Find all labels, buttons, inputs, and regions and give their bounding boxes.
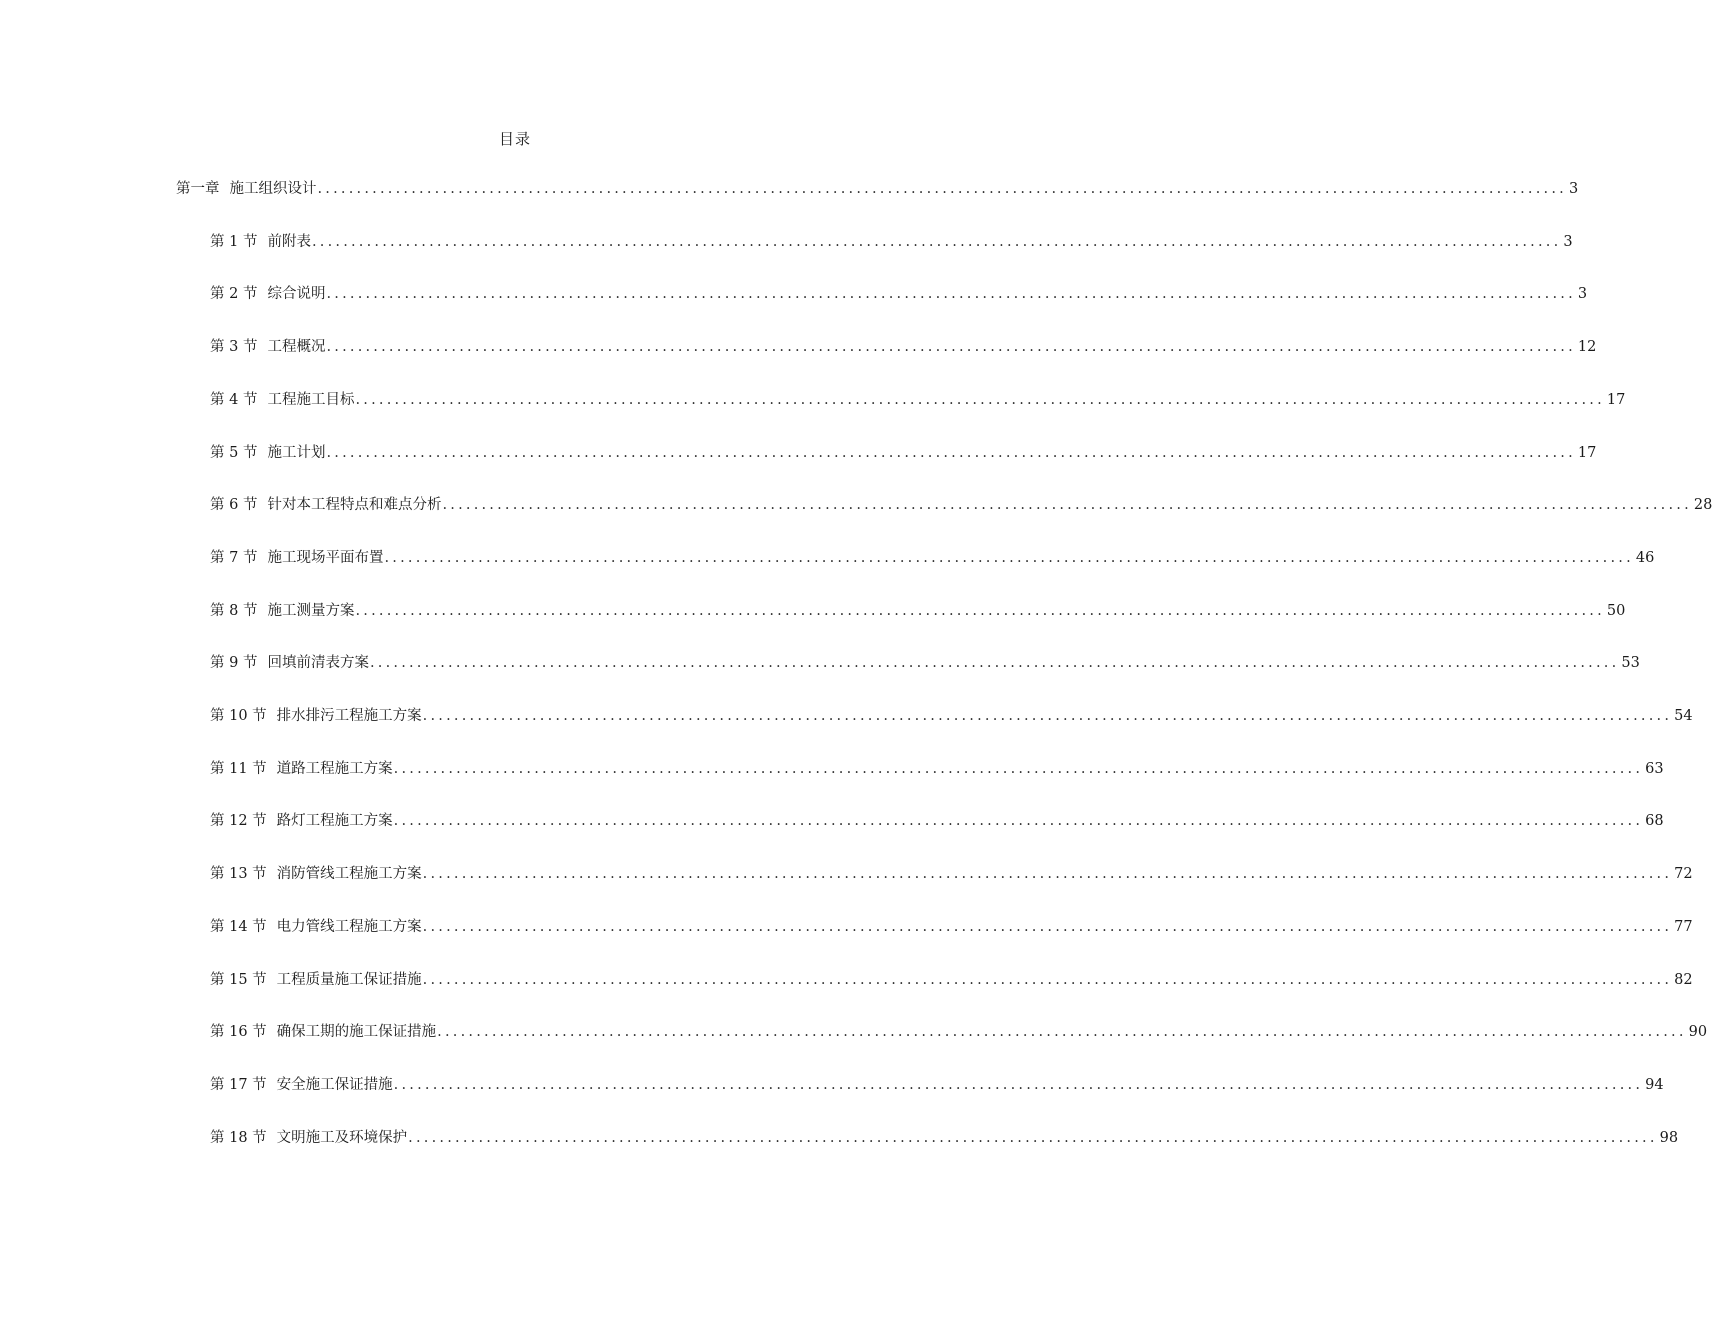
toc-entry[interactable] [210, 705, 1693, 727]
toc-entry-number: 第 7 节 [210, 550, 258, 566]
toc-entry[interactable] [210, 231, 1573, 253]
toc-entry[interactable] [210, 547, 1655, 569]
toc-dot-leader: ................................................................................................................................................................ [437, 1024, 1687, 1040]
toc-entry[interactable] [210, 1021, 1708, 1043]
toc-entry-number: 第 18 节 [210, 1130, 267, 1146]
toc-dot-leader: ................................................................................................................................................................ [422, 708, 1673, 724]
toc-entry-label [210, 283, 325, 305]
toc-entry-label [210, 1074, 393, 1096]
toc-entry-label [176, 178, 317, 200]
toc-entry-title: 安全施工保证措施 [276, 1077, 393, 1093]
toc-entry[interactable] [210, 600, 1626, 622]
toc-entry-label [210, 969, 422, 991]
toc-entry-number: 第 2 节 [210, 286, 258, 302]
toc-page-number: 54 [1674, 708, 1693, 724]
toc-dot-leader: ................................................................................................................................................................ [408, 1130, 1658, 1146]
toc-entry[interactable] [210, 969, 1693, 991]
toc-dot-leader: ................................................................................................................................................................ [393, 1077, 1644, 1093]
toc-dot-leader: ................................................................................................................................................................ [326, 339, 1576, 355]
toc-entry-title: 工程施工目标 [267, 392, 355, 408]
toc-entry-title: 前附表 [267, 234, 311, 250]
toc-entry-label [210, 1127, 407, 1149]
toc-entry-label [210, 336, 325, 358]
toc-page-number: 77 [1674, 919, 1693, 935]
toc-entry-label [210, 652, 369, 674]
toc-entry[interactable] [210, 336, 1597, 358]
toc-entry-number: 第 10 节 [210, 708, 267, 724]
toc-entry-title: 工程概况 [267, 339, 326, 355]
toc-entry[interactable] [210, 283, 1588, 305]
toc-entry-number: 第 16 节 [210, 1024, 267, 1040]
toc-page-number: 94 [1645, 1077, 1664, 1093]
toc-entry-number: 第 15 节 [210, 972, 267, 988]
toc-entry-number: 第 17 节 [210, 1077, 267, 1093]
toc-heading: 目录 [498, 130, 531, 148]
toc-entry[interactable] [176, 178, 1579, 200]
toc-entry-title: 施工计划 [267, 445, 326, 461]
toc-dot-leader: ................................................................................................................................................................ [317, 181, 1567, 197]
toc-dot-leader: ................................................................................................................................................................ [355, 392, 1605, 408]
toc-entry[interactable] [210, 389, 1626, 411]
toc-page-number: 3 [1577, 286, 1588, 302]
toc-entry-label [210, 863, 422, 885]
toc-entry-title: 确保工期的施工保证措施 [276, 1024, 437, 1040]
toc-entry[interactable] [210, 810, 1664, 832]
toc-entry[interactable] [210, 863, 1693, 885]
toc-dot-leader: ................................................................................................................................................................ [422, 919, 1673, 935]
toc-entry[interactable] [210, 1074, 1664, 1096]
toc-entry-label [210, 389, 354, 411]
toc-entry-label [210, 547, 383, 569]
toc-page-number: 68 [1645, 813, 1664, 829]
toc-entry-number: 第 14 节 [210, 919, 267, 935]
toc-page-number: 53 [1621, 655, 1640, 671]
toc-entry-label [210, 758, 393, 780]
toc-entry[interactable] [210, 442, 1597, 464]
toc-entry[interactable] [210, 652, 1640, 674]
toc-entry-number: 第 1 节 [210, 234, 258, 250]
toc-entry-number: 第 8 节 [210, 603, 258, 619]
toc-entry-label [210, 600, 354, 622]
toc-entry-number: 第 3 节 [210, 339, 258, 355]
toc-entry-title: 回填前清表方案 [267, 655, 369, 671]
toc-dot-leader: ................................................................................................................................................................ [422, 866, 1673, 882]
toc-entry-number: 第 5 节 [210, 445, 258, 461]
toc-entry[interactable] [210, 1127, 1679, 1149]
toc-entry-title: 文明施工及环境保护 [276, 1130, 408, 1146]
toc-page-number: 50 [1606, 603, 1626, 619]
toc-entry-title: 路灯工程施工方案 [276, 813, 393, 829]
toc-entry-title: 施工测量方案 [267, 603, 355, 619]
toc-page-number: 63 [1645, 761, 1664, 777]
toc-entry[interactable] [210, 916, 1693, 938]
toc-entry-number: 第一章 [176, 181, 220, 197]
toc-page-number: 82 [1674, 972, 1693, 988]
toc-page-number: 17 [1606, 392, 1626, 408]
toc-page-number: 98 [1659, 1130, 1679, 1146]
toc-entry-number: 第 6 节 [210, 497, 258, 513]
toc-page-number: 12 [1577, 339, 1597, 355]
toc-entry-label [210, 1021, 436, 1043]
toc-page-number: 3 [1563, 234, 1573, 250]
toc-entry-title: 综合说明 [267, 286, 326, 302]
toc-entry-label [210, 494, 441, 516]
toc-entry-number: 第 11 节 [210, 761, 267, 777]
toc-entry-title: 电力管线工程施工方案 [276, 919, 422, 935]
toc-page-number: 90 [1688, 1024, 1708, 1040]
toc-entry-title: 排水排污工程施工方案 [276, 708, 422, 724]
toc-entry-title: 针对本工程特点和难点分析 [267, 497, 442, 513]
toc-dot-leader: ................................................................................................................................................................ [393, 813, 1644, 829]
toc-page-number: 3 [1568, 181, 1579, 197]
toc-entry-number: 第 4 节 [210, 392, 258, 408]
toc-entry-number: 第 9 节 [210, 655, 258, 671]
toc-entry-number: 第 13 节 [210, 866, 267, 882]
toc-entry[interactable] [210, 758, 1664, 780]
toc-dot-leader: ................................................................................................................................................................ [326, 286, 1576, 302]
toc-dot-leader: ................................................................................................................................................................ [355, 603, 1605, 619]
toc-page-number: 46 [1635, 550, 1655, 566]
toc-dot-leader: ................................................................................................................................................................ [393, 761, 1644, 777]
toc-page-number: 28 [1693, 497, 1712, 513]
toc-entry-title: 消防管线工程施工方案 [276, 866, 422, 882]
toc-page-number: 72 [1674, 866, 1693, 882]
toc-dot-leader: ................................................................................................................................................................ [369, 655, 1620, 671]
toc-dot-leader: ................................................................................................................................................................ [442, 497, 1692, 513]
toc-entry-number: 第 12 节 [210, 813, 267, 829]
toc-entry-label [210, 231, 311, 253]
toc-dot-leader: ................................................................................................................................................................ [326, 445, 1576, 461]
toc-entry-title: 施工组织设计 [229, 181, 317, 197]
toc-page-number: 17 [1577, 445, 1597, 461]
toc-entry-title: 工程质量施工保证措施 [276, 972, 422, 988]
toc-entry[interactable] [210, 494, 1712, 516]
toc-dot-leader: ................................................................................................................................................................ [422, 972, 1673, 988]
toc-entry-label [210, 705, 422, 727]
toc-entry-label [210, 916, 422, 938]
toc-entry-title: 施工现场平面布置 [267, 550, 384, 566]
toc-entry-label [210, 810, 393, 832]
toc-entry-title: 道路工程施工方案 [276, 761, 393, 777]
toc-dot-leader: ................................................................................................................................................................ [384, 550, 1634, 566]
toc-dot-leader: ................................................................................................................................................................ [311, 234, 1562, 250]
toc-entry-label [210, 442, 325, 464]
